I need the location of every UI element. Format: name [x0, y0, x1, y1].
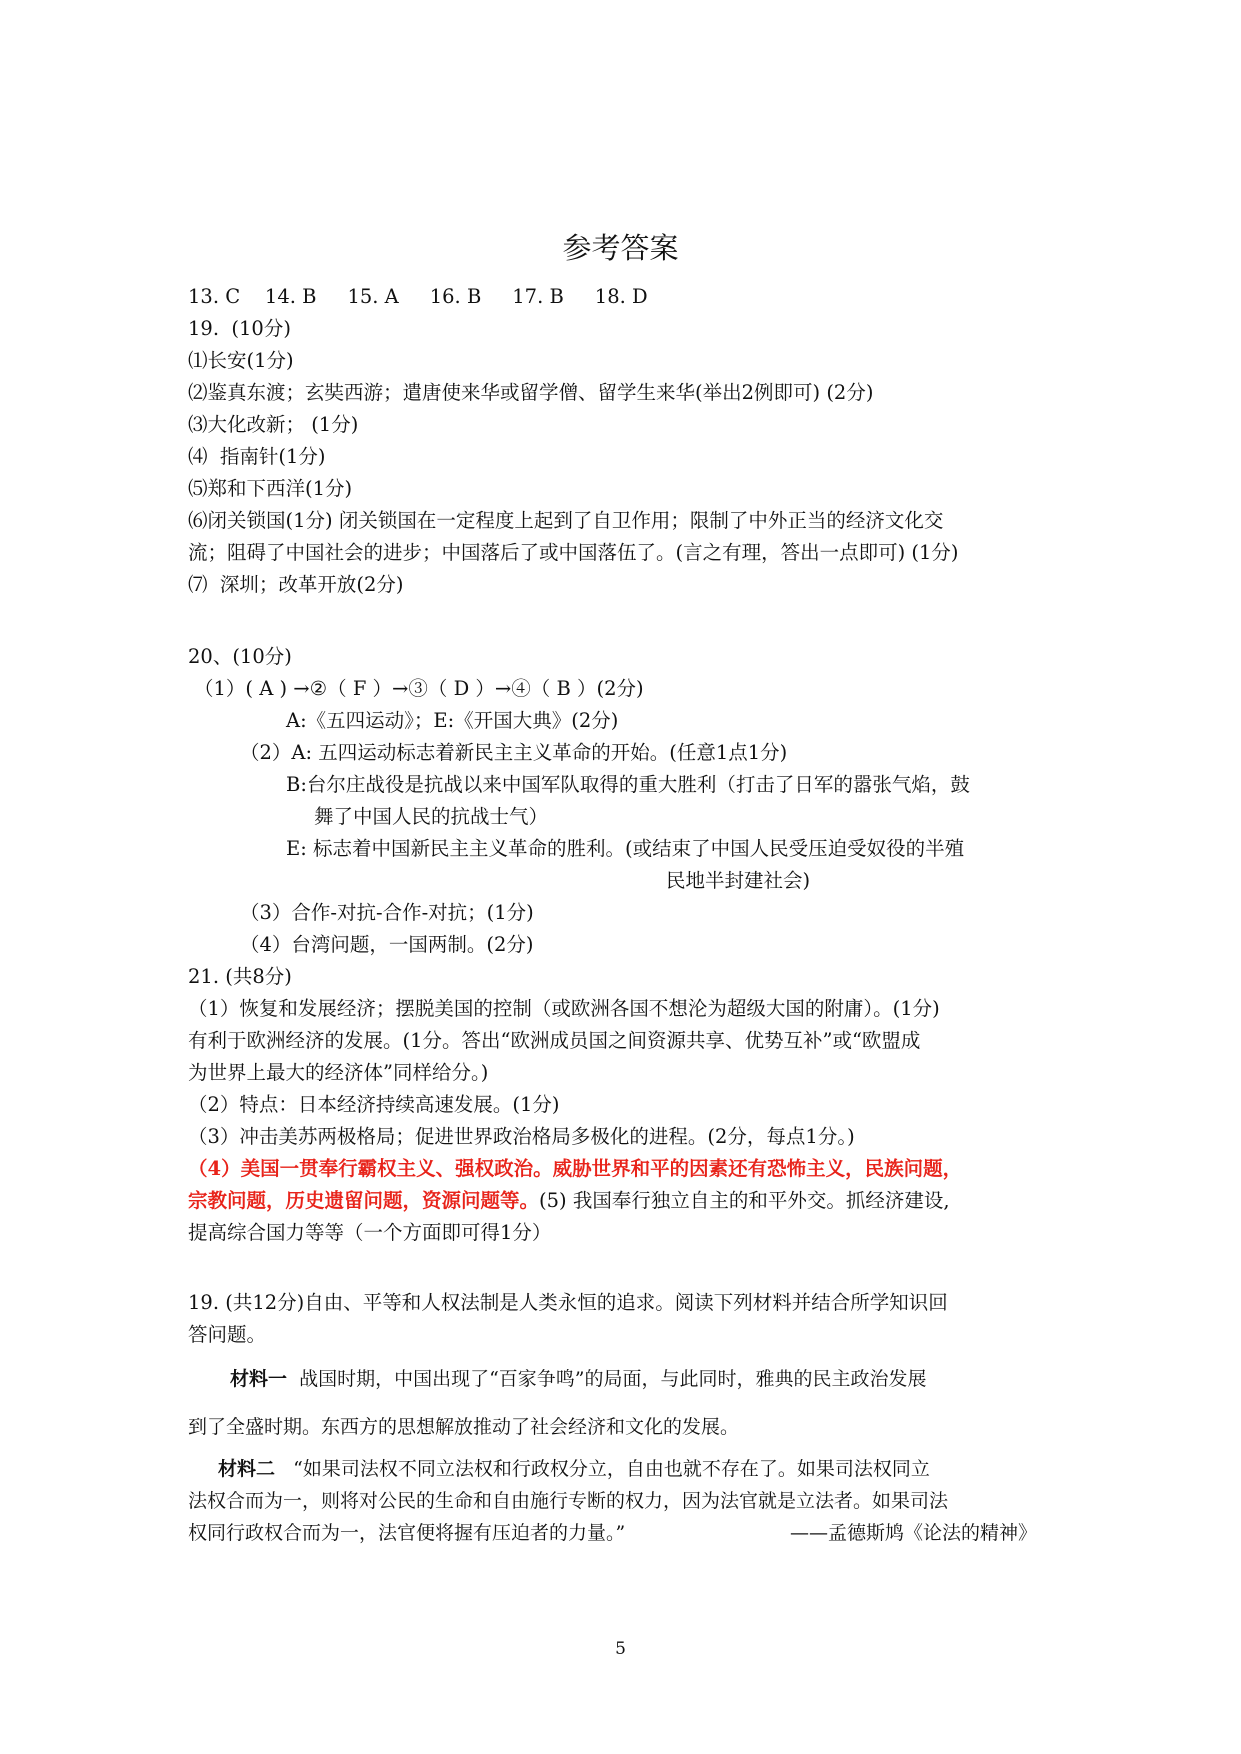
material-2-label: 材料二 [218, 1458, 276, 1480]
material-1-label: 材料一 [230, 1368, 288, 1390]
q20-line-4a: B:台尔庄战役是抗战以来中国军队取得的重大胜利（打击了日军的嚣张气焰，鼓 [286, 773, 970, 796]
material-2-text-a: “如果司法权不同立法权和行政权分立，自由也就不存在了。如果司法权同立 [275, 1458, 930, 1480]
q19-line-4: ⑷ 指南针(1分) [188, 445, 326, 468]
material-2-line-1 [218, 1456, 930, 1482]
q20-header: 20、(10分) [188, 645, 292, 668]
q21-line-4: （2）特点：日本经济持续高速发展。(1分) [188, 1093, 560, 1116]
material-2-line-2: 法权合而为一，则将对公民的生命和自由施行专断的权力，因为法官就是立法者。如果司法 [188, 1490, 949, 1512]
q20-line-3: （2）A: 五四运动标志着新民主主义革命的开始。(任意1点1分) [240, 741, 788, 764]
q19b-line-1: 19. (共12分)自由、平等和人权法制是人类永恒的追求。阅读下列材料并结合所学知识回 [188, 1291, 948, 1314]
mc-answers: 13. C 14. B 15. A 16. B 17. B 18. D [188, 285, 648, 308]
q19-line-3: ⑶大化改新； (1分) [188, 413, 359, 436]
q19-line-6b: 流；阻碍了中国社会的进步；中国落后了或中国落伍了。(言之有理，答出一点即可) (1分) [188, 541, 959, 564]
q21-line-7-rest: (5) 我国奉行独立自主的和平外交。抓经济建设, [539, 1189, 950, 1212]
material-1-line-1 [230, 1366, 927, 1392]
q21-line-8: 提高综合国力等等（一个方面即可得1分） [188, 1221, 552, 1244]
q20-line-1: （1）( A ) →②（ F ）→③（ D ）→④（ B ）(2分) [194, 677, 644, 700]
material-1-text-a: 战国时期，中国出现了“百家争鸣”的局面，与此同时，雅典的民主政治发展 [287, 1368, 927, 1390]
material-2-line-3: 权同行政权合而为一，法官便将握有压迫者的力量。” [188, 1522, 626, 1544]
q20-line-6: （3）合作-对抗-合作-对抗；(1分) [240, 901, 534, 924]
q19-line-7: ⑺ 深圳；改革开放(2分) [188, 573, 404, 596]
page-number: 5 [615, 1639, 626, 1659]
page-title: 参考答案 [562, 231, 679, 265]
q21-line-7-highlight: 宗教问题，历史遗留问题，资源问题等。 [188, 1189, 540, 1212]
q19-line-1: ⑴长安(1分) [188, 349, 294, 372]
q20-line-2: A:《五四运动》；E:《开国大典》(2分) [286, 709, 619, 732]
material-2-source: ——孟德斯鸠《论法的精神》 [790, 1522, 1038, 1544]
q19-line-6a: ⑹闭关锁国(1分) 闭关锁国在一定程度上起到了自卫作用；限制了中外正当的经济文化交 [188, 509, 944, 532]
q19-line-2: ⑵鉴真东渡；玄奘西游；遣唐使来华或留学僧、留学生来华(举出2例即可) (2分) [188, 381, 874, 404]
q20-line-5a: E: 标志着中国新民主主义革命的胜利。(或结束了中国人民受压迫受奴役的半殖 [286, 837, 965, 860]
q21-line-2: 有利于欧洲经济的发展。(1分。答出“欧洲成员国之间资源共享、优势互补”或“欧盟成 [188, 1029, 921, 1052]
q20-line-5b: 民地半封建社会) [666, 869, 811, 892]
q19-header: 19. (10分) [188, 317, 291, 340]
q21-header: 21. (共8分) [188, 965, 292, 988]
q20-line-4b: 舞了中国人民的抗战士气） [314, 805, 549, 828]
q20-line-7: （4）台湾问题，一国两制。(2分) [240, 933, 534, 956]
q21-line-5: （3）冲击美苏两极格局；促进世界政治格局多极化的进程。(2分，每点1分。) [188, 1125, 855, 1148]
q21-line-1: （1）恢复和发展经济；摆脱美国的控制（或欧洲各国不想沦为超级大国的附庸）。(1分) [188, 997, 940, 1020]
q21-line-6-highlight: （4）美国一贯奉行霸权主义、强权政治。威胁世界和平的因素还有恐怖主义，民族问题， [188, 1157, 963, 1180]
q19-line-5: ⑸郑和下西洋(1分) [188, 477, 353, 500]
q21-line-3: 为世界上最大的经济体”同样给分。) [188, 1061, 489, 1084]
q21-line-7 [188, 1188, 950, 1214]
material-1-line-2: 到了全盛时期。东西方的思想解放推动了社会经济和文化的发展。 [188, 1416, 740, 1438]
q19b-line-2: 答问题。 [188, 1323, 267, 1346]
